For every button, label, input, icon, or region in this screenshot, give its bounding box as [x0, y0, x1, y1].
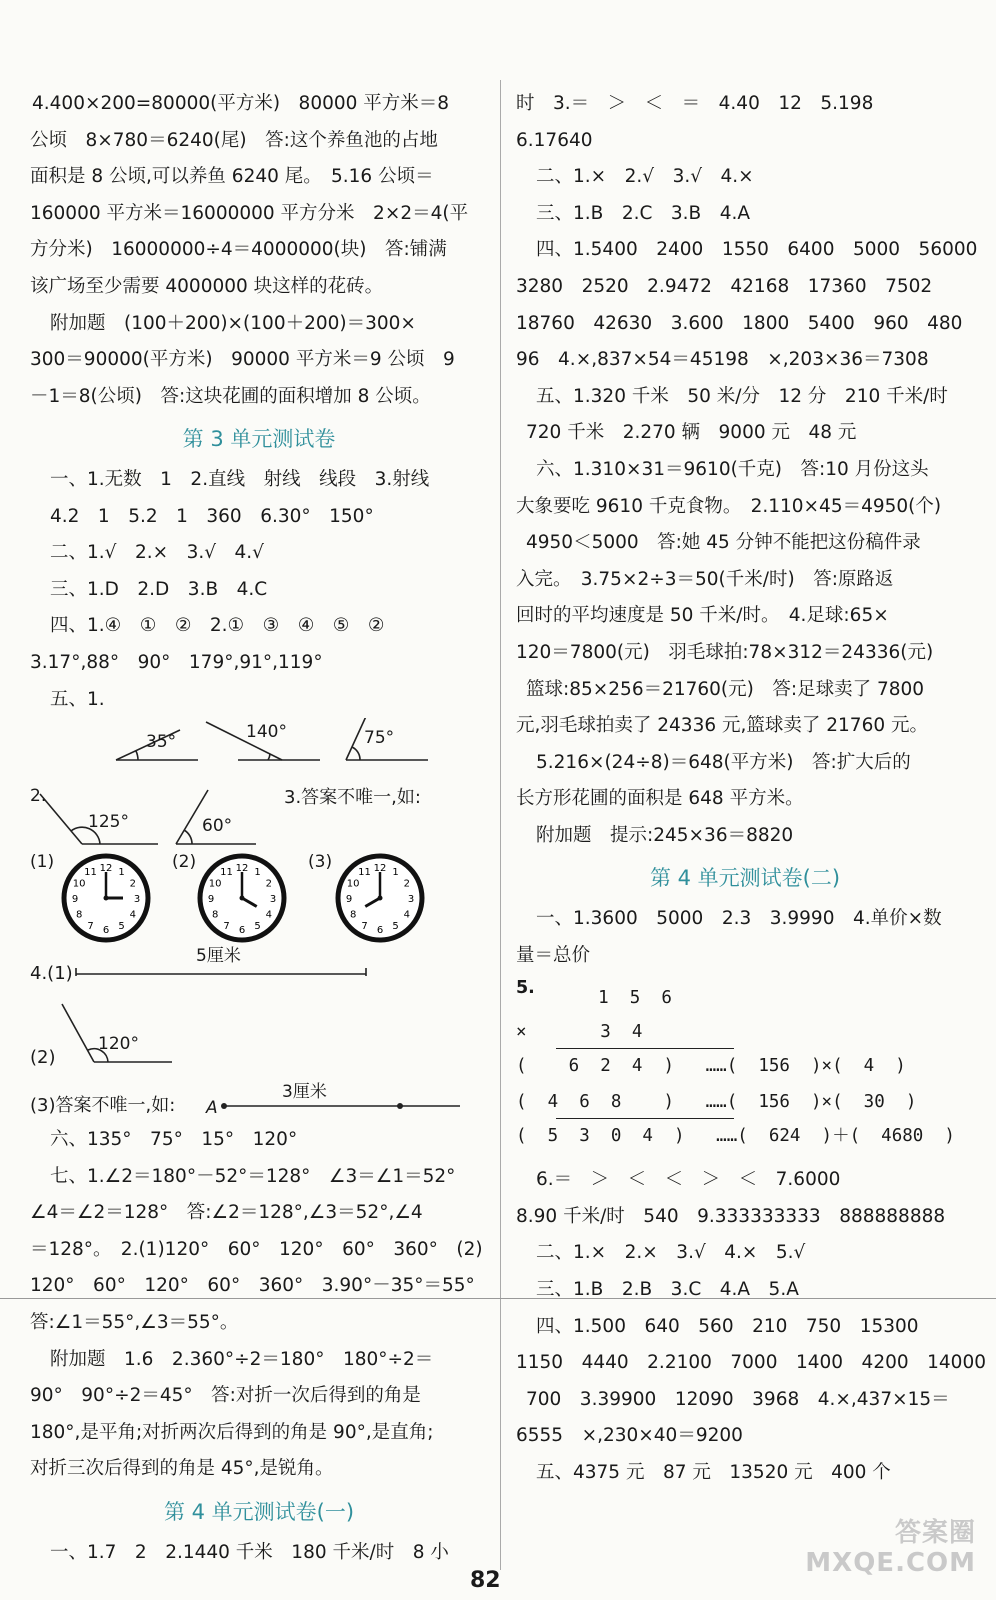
text-line: 该广场至少需要 4000000 块这样的花砖。	[30, 275, 384, 297]
clock-numeral: 5	[254, 920, 261, 932]
clock-numeral: 2	[129, 878, 137, 890]
text-line: 3.17°,88° 90° 179°,91°,119°	[30, 651, 323, 673]
text-line: 六、135° 75° 15° 120°	[50, 1129, 298, 1151]
text-line: 一、1.无数 1 2.直线 射线 线段 3.射线	[50, 468, 430, 490]
text-line: 6.17640	[516, 129, 593, 151]
text-line: 4950＜5000 答:她 45 分钟不能把这份稿件录	[526, 532, 921, 554]
text-line: 二、1.√ 2.× 3.√ 4.√	[50, 542, 264, 564]
clock-label: (1)	[30, 852, 55, 873]
text-line: 90° 90°÷2＝45° 答:对折一次后得到的角是	[30, 1385, 421, 1407]
watermark-url: MXQE.COM	[805, 1548, 976, 1578]
text-line: －1＝8(公顷) 答:这块花圃的面积增加 8 公顷。	[30, 385, 431, 407]
text-line: 120° 60° 120° 60° 360° 3.90°－35°＝55°	[30, 1275, 475, 1297]
text-line: 六、1.310×31＝9610(千克) 答:10 月份这头	[536, 458, 929, 480]
text-line: 附加题 提示:245×36＝8820	[536, 824, 794, 846]
question-number: 4.(1)	[30, 963, 73, 985]
point-label: A	[206, 1098, 218, 1119]
text-line: 96 4.×,837×54＝45198 ×,203×36＝7308	[516, 349, 929, 371]
clock-numeral: 9	[207, 894, 215, 906]
column-divider	[500, 80, 501, 1570]
question-number: 2.	[30, 786, 47, 807]
mult-line: × 3 4	[516, 1022, 643, 1043]
text-line: 720 千米 2.270 辆 9000 元 48 元	[526, 422, 857, 444]
text-line: 元,羽毛球拍卖了 24336 元,篮球卖了 21760 元。	[516, 715, 928, 737]
clock-numeral: 3	[269, 894, 277, 906]
clock-center	[240, 896, 245, 901]
clock-numeral: 2	[265, 878, 273, 890]
watermark-logo	[805, 1518, 976, 1578]
angle-label: 140°	[246, 722, 287, 743]
mult-line: ( 6 2 4 ) ……( 156 )×( 4 )	[516, 1056, 906, 1077]
note-text: (3)答案不唯一,如:	[30, 1095, 176, 1117]
text-line: 公顷 8×780＝6240(尾) 答:这个养鱼池的占地	[30, 129, 438, 151]
text-line: 4.2 1 5.2 1 360 6.30° 150°	[50, 505, 374, 527]
angle-figure-120	[30, 994, 488, 1082]
clock-numeral: 1	[118, 867, 125, 879]
clock-figures	[30, 850, 488, 946]
text-line: 面积是 8 公顷,可以养鱼 6240 尾。 5.16 公顷＝	[30, 166, 434, 188]
length-label: 3厘米	[282, 1082, 327, 1103]
angle-figures-row1	[30, 718, 488, 786]
segment-figure-2	[30, 1082, 488, 1122]
text-line: 回时的平均速度是 50 千米/时。 4.足球:65×	[516, 605, 889, 627]
angle-label: 125°	[88, 812, 129, 833]
clock-numeral: 7	[223, 920, 230, 932]
text-line: 一、1.3600 5000 2.3 3.9990 4.单价×数	[536, 908, 942, 930]
clock-numeral: 4	[403, 909, 411, 921]
note-text: 3.答案不唯一,如:	[284, 787, 421, 809]
text-line: 5.216×(24÷8)＝648(平方米) 答:扩大后的	[536, 751, 911, 773]
angle-label: 75°	[364, 728, 395, 749]
text-line: 18760 42630 3.600 1800 5400 960 480	[516, 312, 963, 334]
text-line: 二、1.× 2.× 3.√ 4.× 5.√	[536, 1242, 806, 1264]
text-line: 700 3.39900 12090 3968 4.×,437×15＝	[526, 1388, 950, 1410]
section-title-unit4-part1: 第 4 单元测试卷(一)	[163, 1500, 355, 1525]
mult-line: 1 5 6	[556, 988, 672, 1009]
clock-numeral: 2	[403, 878, 411, 890]
clock-numeral: 8	[211, 909, 219, 921]
clock-label: (2)	[172, 852, 197, 873]
clock-numeral: 11	[220, 867, 233, 879]
text-line: ∠4＝∠2＝128° 答:∠2＝128°,∠3＝52°,∠4	[30, 1202, 423, 1224]
clock-face	[200, 856, 284, 940]
vertical-multiplication	[516, 974, 974, 1162]
clock-numeral: 8	[75, 909, 83, 921]
clock-numeral: 4	[265, 909, 273, 921]
text-line: 附加题 1.6 2.360°÷2＝180° 180°÷2＝	[50, 1348, 434, 1370]
angle-label: 35°	[146, 732, 177, 753]
text-line: 四、1.500 640 560 210 750 15300	[536, 1315, 919, 1337]
question-number: 5.	[516, 978, 535, 999]
text-line: 五、1.320 千米 50 米/分 12 分 210 千米/时	[536, 385, 948, 407]
clock-face	[64, 856, 148, 940]
text-line: 方分米) 16000000÷4＝4000000(块) 答:铺满	[30, 239, 447, 261]
question-number: (2)	[30, 1047, 56, 1069]
text-line: 8.90 千米/时 540 9.333333333 888888888	[516, 1205, 946, 1227]
clock-center	[378, 896, 383, 901]
clock-numeral: 8	[349, 909, 357, 921]
right-column	[516, 86, 986, 1492]
text-line: 4.400×200=80000(平方米) 80000 平方米＝8	[32, 93, 450, 114]
text-line: 6555 ×,230×40＝9200	[516, 1425, 743, 1447]
clock-numeral: 9	[345, 894, 353, 906]
clock-numeral: 12	[99, 863, 113, 875]
watermark-text: 答案圈	[894, 1518, 976, 1548]
text-line: 3280 2520 2.9472 42168 17360 7502	[516, 275, 933, 297]
text-line: ＝128°。 2.(1)120° 60° 120° 60° 360° (2)	[30, 1238, 483, 1260]
clock-numeral: 6	[376, 925, 384, 937]
segment-drawing	[30, 946, 488, 994]
text-line: 三、1.B 2.B 3.C 4.A 5.A	[536, 1279, 799, 1301]
text-line: 160000 平方米＝16000000 平方分米 2×2＝4(平	[30, 202, 469, 224]
angle-label: 60°	[202, 816, 233, 837]
angle-figures-row2	[30, 786, 488, 850]
text-line: 长方形花圃的面积是 648 平方米。	[516, 788, 804, 810]
mult-line: ( 5 3 0 4 ) ……( 624 )＋( 4680 )	[516, 1126, 955, 1147]
clock-numeral: 10	[208, 878, 222, 890]
length-label: 5厘米	[196, 946, 241, 967]
angle-label: 120°	[98, 1034, 139, 1055]
clock-numeral: 3	[407, 894, 415, 906]
clock-numeral: 7	[361, 920, 368, 932]
text-line: 300＝90000(平方米) 90000 平方米＝9 公顷 9	[30, 349, 455, 371]
clock-numeral: 11	[358, 867, 371, 879]
text-line: 180°,是平角;对折两次后得到的角是 90°,是直角;	[30, 1421, 434, 1443]
text-line: 答:∠1＝55°,∠3＝55°。	[30, 1312, 239, 1334]
mult-rule	[556, 1048, 734, 1049]
clock-numeral: 10	[346, 878, 360, 890]
text-line: 四、1.④ ① ② 2.① ③ ④ ⑤ ②	[50, 615, 385, 637]
clock-face	[338, 856, 422, 940]
text-line: 七、1.∠2＝180°－52°＝128° ∠3＝∠1＝52°	[50, 1165, 456, 1187]
text-line: 120＝7800(元) 羽毛球拍:78×312＝24336(元)	[516, 641, 934, 663]
text-line: 一、1.7 2 2.1440 千米 180 千米/时 8 小	[50, 1541, 449, 1563]
clock-numeral: 3	[133, 894, 141, 906]
clock-numeral: 12	[235, 863, 249, 875]
section-title-unit4-part2: 第 4 单元测试卷(二)	[649, 866, 841, 891]
clock-numeral: 9	[71, 894, 79, 906]
clock-drawings	[30, 850, 488, 946]
clock-numeral: 1	[392, 867, 399, 879]
text-line: 五、1.	[50, 688, 105, 710]
clock-numeral: 12	[373, 863, 387, 875]
segment-figure-1	[30, 946, 488, 994]
clock-numeral: 11	[84, 867, 97, 879]
page-number: 82	[470, 1568, 501, 1593]
text-line: 五、4375 元 87 元 13520 元 400 个	[536, 1462, 891, 1483]
clock-numeral: 5	[392, 920, 399, 932]
text-line: 量＝总价	[516, 944, 591, 966]
mult-line: ( 4 6 8 ) ……( 156 )×( 30 )	[516, 1092, 917, 1113]
text-line: 三、1.B 2.C 3.B 4.A	[536, 202, 751, 224]
text-line: 对折三次后得到的角是 45°,是锐角。	[30, 1458, 334, 1480]
left-column	[30, 86, 488, 1571]
text-line: 附加题 (100＋200)×(100＋200)＝300×	[50, 312, 416, 334]
clock-label: (3)	[308, 852, 333, 873]
clock-numeral: 6	[238, 925, 246, 937]
text-line: 二、1.× 2.√ 3.√ 4.×	[536, 166, 754, 188]
text-line: 篮球:85×256＝21760(元) 答:足球卖了 7800	[526, 678, 925, 700]
clock-center	[104, 896, 109, 901]
mult-rule	[556, 1118, 734, 1119]
text-line: 三、1.D 2.D 3.B 4.C	[50, 578, 268, 600]
section-title-unit3: 第 3 单元测试卷	[182, 427, 336, 452]
clock-numeral: 7	[87, 920, 94, 932]
text-line: 6.＝ ＞ ＜ ＜ ＞ ＜ 7.6000	[536, 1169, 841, 1191]
text-line: 大象要吃 9610 千克食物。 2.110×45＝4950(个)	[516, 495, 942, 517]
clock-numeral: 1	[254, 867, 261, 879]
text-line: 1150 4440 2.2100 7000 1400 4200 14000	[516, 1352, 986, 1374]
clock-numeral: 4	[129, 909, 137, 921]
clock-numeral: 5	[118, 920, 125, 932]
text-line: 入完。 3.75×2÷3＝50(千米/时) 答:原路返	[516, 568, 894, 590]
clock-numeral: 10	[72, 878, 86, 890]
text-line: 时 3.＝ ＞ ＜ ＝ 4.40 12 5.198	[516, 93, 874, 114]
clock-numeral: 6	[102, 925, 110, 937]
text-line: 四、1.5400 2400 1550 6400 5000 56000	[536, 239, 978, 261]
